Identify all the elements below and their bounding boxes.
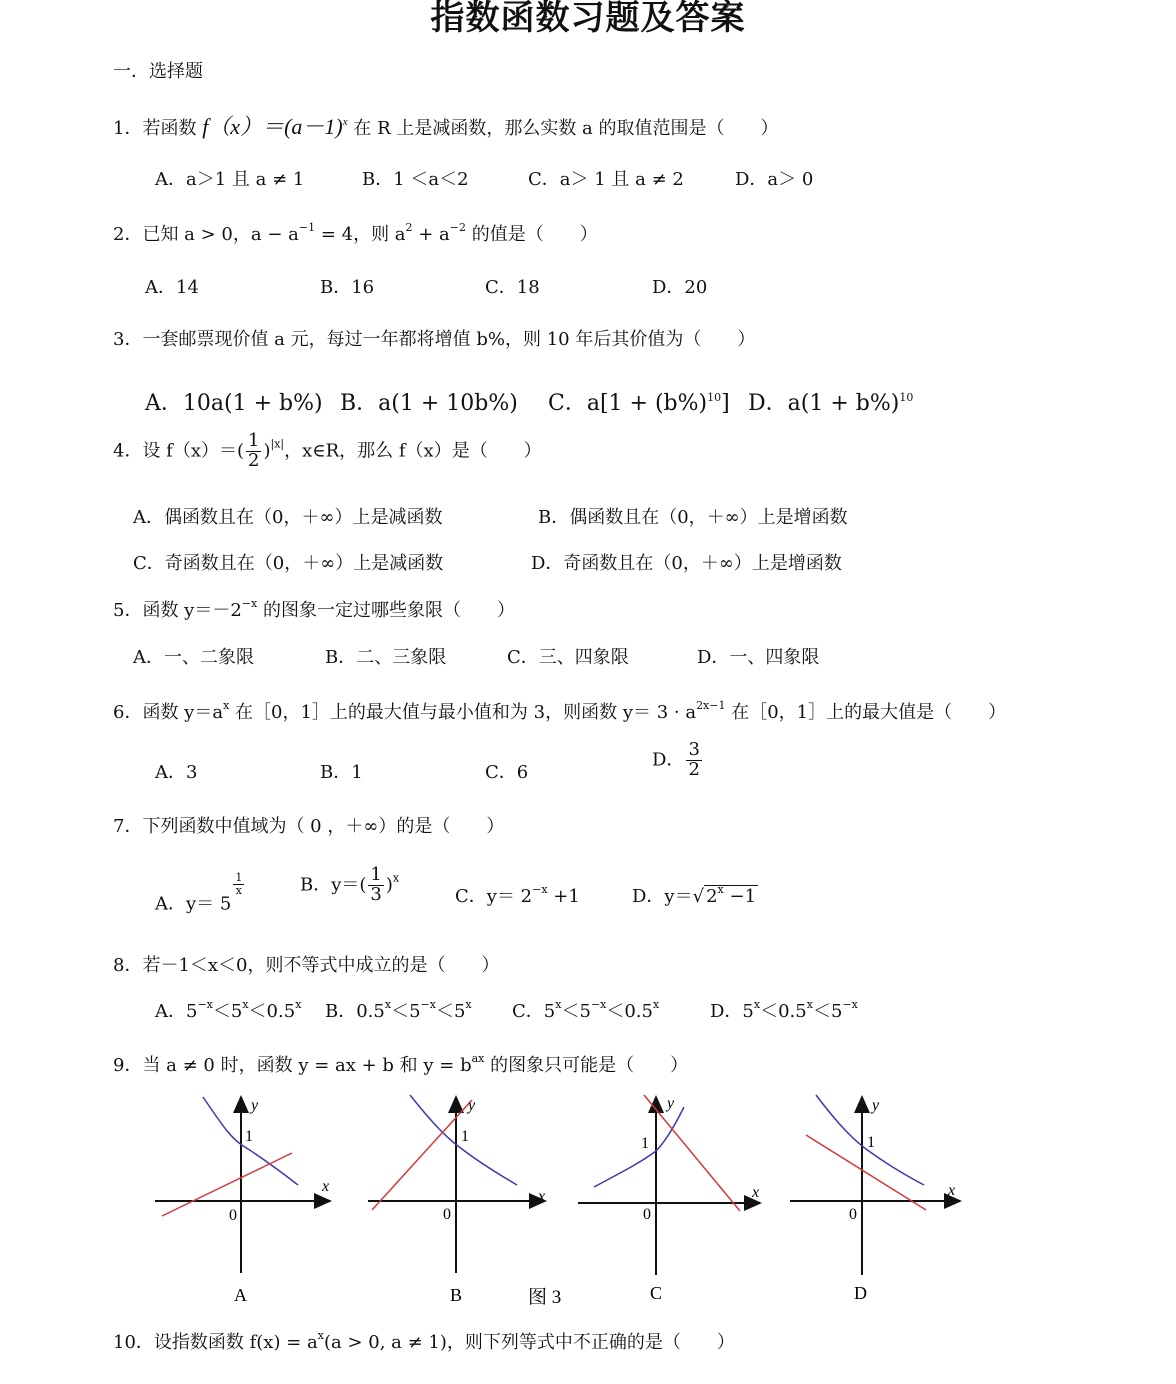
q1-option-a: A．a＞1 且 a ≠ 1 [155, 169, 305, 190]
q5-option-d: D．一、四象限 [697, 647, 820, 668]
graph-a-line [162, 1153, 292, 1216]
q8-a-p4: ＜0.5 [248, 1001, 296, 1022]
graph-a-x-label: x [322, 1178, 330, 1195]
graph-b [368, 1095, 545, 1305]
graph-b-one: 1 [461, 1128, 469, 1145]
q8-d-p5: −x [842, 998, 858, 1011]
q3-option-d-text: D．a(1 + b%) [748, 391, 900, 416]
question-2 [113, 220, 598, 246]
q3-option-a: A．10a(1 + b%) [145, 391, 323, 416]
q8-b-p4: ＜5 [435, 1001, 466, 1022]
q10-pre: 10．设指数函数 f(x) = a [113, 1332, 318, 1353]
q8-option-d [710, 997, 858, 1023]
q5-option-c: C．三、四象限 [507, 647, 629, 668]
q4-denominator: 2 [248, 449, 260, 471]
q1-option-b: B．1 ＜a＜2 [362, 169, 469, 190]
figure-caption: 图 3 [528, 1287, 562, 1308]
graph-d [790, 1095, 960, 1303]
graph-a-origin: 0 [229, 1207, 237, 1224]
graph-b-origin: 0 [443, 1206, 451, 1223]
graph-b-label: B [450, 1285, 463, 1305]
q2-option-b: B．16 [320, 277, 375, 298]
graph-c-line [644, 1095, 740, 1211]
q1-option-d: D．a＞ 0 [735, 169, 814, 190]
q8-b-p1: x [384, 998, 392, 1011]
q8-b-p2: ＜5 [391, 1001, 421, 1022]
q5-option-b: B．二、三象限 [325, 647, 447, 668]
q1-text: 在 R 上是减函数，那么实数 a 的取值范围是（ ） [353, 118, 779, 139]
q1-expr: f（x）＝(a－1) [202, 114, 343, 139]
q8-d-p1: x [753, 998, 761, 1011]
graph-c-y-label: y [667, 1095, 675, 1112]
q2-mid: = 4，则 a [315, 224, 406, 245]
graph-b-y-label: y [468, 1097, 476, 1114]
graph-d-y-label: y [872, 1097, 880, 1114]
q4-option-a: A．偶函数且在（0，＋∞）上是减函数 [133, 507, 443, 528]
q6-mid: 在［0，1］上的最大值与最小值和为 3，则函数 y＝ 3 · a [229, 702, 697, 723]
q6-post: 在［0，1］上的最大值是（ ） [725, 702, 1007, 723]
q7-a-pre: A．y＝ 5 [155, 893, 232, 915]
question-5 [113, 596, 515, 622]
graph-a-one: 1 [245, 1128, 253, 1145]
q6-pre: 6．函数 y＝a [113, 702, 224, 723]
q4-fraction [246, 432, 261, 471]
q5-pre: 5．函数 y＝－2 [113, 600, 242, 621]
q7-d-radicand [704, 885, 758, 907]
question-8: 8．若－1＜x＜0，则不等式中成立的是（ ） [113, 955, 500, 976]
q6-option-a: A．3 [155, 762, 198, 783]
q9-post: 的图象只可能是（ ） [484, 1055, 689, 1076]
q6-option-d [652, 741, 704, 780]
q10-sup: x [317, 1329, 324, 1342]
q8-a-p3: x [242, 998, 249, 1011]
q7-option-c [455, 882, 580, 908]
q7-c-pre: C．y＝ 2 [455, 886, 533, 907]
question-7: 7．下列函数中值域为（ 0 ，＋∞）的是（ ） [113, 816, 505, 837]
question-10 [113, 1328, 735, 1354]
q10-post: (a > 0, a ≠ 1)，则下列等式中不正确的是（ ） [323, 1332, 735, 1353]
q8-option-a [155, 997, 301, 1023]
q7-b-pre: B．y＝( [300, 874, 367, 896]
q8-c-p2: ＜5 [561, 1001, 591, 1022]
q3-option-c-sup: 10 [707, 391, 722, 404]
q4-pre: 4．设 f（x）＝( [113, 440, 245, 462]
graph-a [155, 1097, 330, 1305]
q7-c-sup: −x [532, 883, 548, 896]
graph-b-x-label: x [538, 1188, 546, 1205]
q8-c-p5: x [652, 998, 660, 1011]
q2-mid2: + a [412, 224, 450, 245]
q2-pre: 2．已知 a > 0，a − a [113, 224, 299, 245]
graph-d-line [806, 1135, 926, 1210]
q8-d-p0: D．5 [710, 1001, 754, 1022]
q5-post: 的图象一定过哪些象限（ ） [257, 600, 515, 621]
q7-option-b: B．y＝( $\frac{1}{3}$ )$^x$ [300, 864, 400, 905]
graph-c-x-label: x [752, 1184, 760, 1201]
q8-d-p2: ＜0.5 [760, 1001, 807, 1022]
graph-d-one: 1 [867, 1134, 875, 1151]
q1-option-c: C．a＞ 1 且 a ≠ 2 [528, 169, 684, 190]
graph-d-x-label: x [948, 1182, 956, 1199]
q7-a-exp-num: 1 [235, 871, 243, 884]
q6-d-denominator: 2 [688, 758, 700, 780]
q4-option-d: D．奇函数且在（0，＋∞）上是增函数 [531, 553, 842, 574]
q3-option-d [748, 386, 913, 417]
question-4: 4．设 f（x）＝( $\frac{1}{2}$ )$^{|x|}$，x∈R，那么 f（x）是（ ） [113, 430, 542, 471]
q8-d-p4: ＜5 [812, 1001, 843, 1022]
graph-d-origin: 0 [849, 1206, 857, 1223]
q4-option-b: B．偶函数且在（0，＋∞）上是增函数 [538, 507, 848, 528]
sqrt-icon: √ [692, 886, 705, 907]
q8-c-p3: −x [590, 998, 607, 1011]
q8-c-p4: ＜0.5 [606, 1001, 653, 1022]
q3-option-c-tail: ] [721, 391, 730, 416]
q6-option-c: C．6 [485, 762, 529, 783]
q7-b-num: 1 [370, 864, 382, 885]
q5-option-a: A．一、二象限 [133, 647, 254, 668]
q8-b-p5: x [465, 998, 472, 1011]
question-1 [113, 110, 779, 141]
q3-option-d-sup: 10 [899, 391, 914, 404]
q8-b-p0: B．0.5 [325, 1001, 385, 1022]
question-6 [113, 698, 1006, 724]
graph-c-exp-curve [594, 1107, 684, 1187]
q7-option-d [632, 882, 758, 908]
q8-c-p0: C．5 [512, 1001, 556, 1022]
q7-d-rad: 2 [706, 886, 718, 907]
q3-option-c-text: C．a[1 + (b%) [548, 391, 708, 416]
q8-option-b [325, 997, 472, 1023]
graph-c-one: 1 [641, 1135, 649, 1152]
q4-numerator: 1 [248, 430, 260, 451]
q6-d-numerator: 3 [688, 739, 700, 760]
q7-b-sup: x [392, 871, 400, 885]
q6-option-b: B．1 [320, 762, 363, 783]
q5-sup: −x [241, 597, 258, 610]
graph-c-label: C [650, 1283, 663, 1303]
q2-post: 的值是（ ） [466, 224, 598, 245]
q6-sup2: 2x−1 [696, 699, 726, 712]
question-9 [113, 1051, 688, 1077]
q7-a-exp-den: x [235, 883, 242, 897]
q1-number: 1．若函数 [113, 118, 197, 139]
graph-c [578, 1095, 760, 1303]
q8-option-c [512, 997, 659, 1023]
q6-option-d-fraction [686, 741, 701, 780]
q3-option-b: B．a(1 + 10b%) [340, 391, 518, 416]
q9-pre: 9．当 a ≠ 0 时，函数 y = ax + b 和 y = b [113, 1055, 472, 1076]
q4-sup: |x| [270, 437, 285, 451]
graph-d-label: D [854, 1283, 867, 1303]
q7-c-post: +1 [547, 886, 580, 907]
q8-b-p3: −x [420, 998, 436, 1011]
q3-option-c [548, 386, 730, 417]
q2-sup1: −1 [298, 221, 316, 234]
q8-a-p1: −x [197, 998, 213, 1011]
q8-c-p1: x [555, 998, 562, 1011]
q4-option-c: C．奇函数且在（0，＋∞）上是减函数 [133, 553, 444, 574]
q2-sup2: 2 [405, 221, 413, 234]
q9-sup: ax [471, 1052, 485, 1065]
q7-d-sup: x [717, 883, 724, 896]
graph-a-label: A [234, 1285, 247, 1305]
section-heading: 一．选择题 [113, 61, 203, 82]
q7-option-a [155, 872, 246, 916]
q1-sup: x [342, 116, 348, 128]
q2-option-c: C．18 [485, 277, 540, 298]
q7-d-post: −1 [723, 886, 757, 907]
q8-a-p5: x [295, 998, 302, 1011]
q8-a-p2: ＜5 [212, 1001, 243, 1022]
q7-b-fraction [368, 866, 383, 905]
q7-b-den: 3 [370, 883, 382, 905]
q7-d-pre: D．y＝ [632, 886, 693, 907]
q4-post: ，x∈R，那么 f（x）是（ ） [284, 440, 542, 462]
q8-d-p3: x [806, 998, 813, 1011]
q8-a-p0: A．5 [155, 1001, 198, 1022]
page-title: 指数函数习题及答案 [430, 0, 746, 38]
q2-option-a: A．14 [145, 277, 199, 298]
q2-sup3: −2 [449, 221, 467, 234]
q6-option-d-label: D． [652, 749, 685, 771]
q6-sup1: x [223, 699, 230, 712]
graph-a-y-label: y [251, 1097, 259, 1114]
q2-option-d: D．20 [652, 277, 708, 298]
q7-a-exponent [233, 872, 244, 896]
q9-graphs-figure [0, 1085, 1176, 1315]
question-3: 3．一套邮票现价值 a 元，每过一年都将增值 b%，则 10 年后其价值为（ ） [113, 329, 756, 350]
graph-c-origin: 0 [643, 1206, 651, 1223]
